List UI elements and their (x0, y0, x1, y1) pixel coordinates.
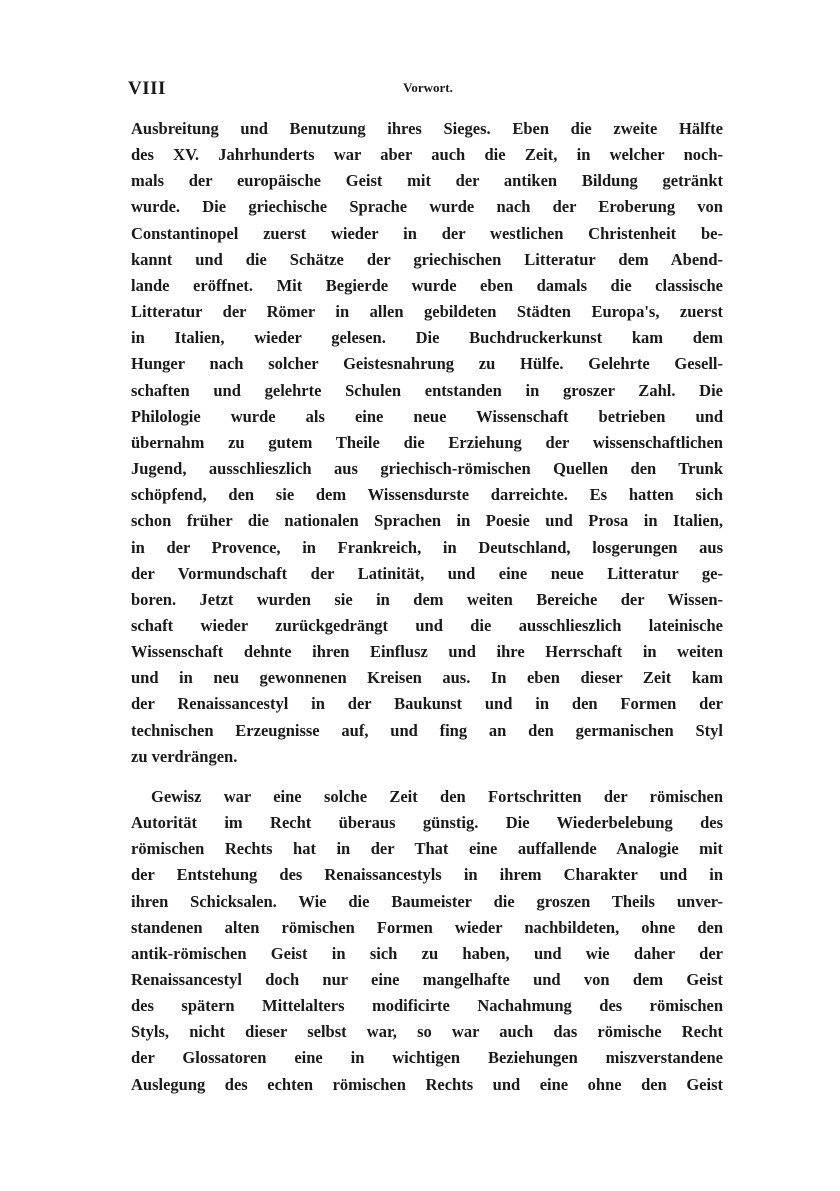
text-line: Autorität im Recht überaus günstig. Die Wiederbelebung des (131, 813, 723, 833)
text-line: Hunger nach solcher Geistesnahrung zu Hülfe. Gelehrte Gesell- (131, 354, 723, 374)
text-line: und in neu gewonnenen Kreisen aus. In eben dieser Zeit kam (131, 668, 723, 688)
text-line: Gewisz war eine solche Zeit den Fortschritten der römischen (151, 786, 723, 806)
text-line: kannt und die Schätze der griechischen Litteratur dem Abend- (131, 249, 723, 269)
text-line: lande eröffnet. Mit Begierde wurde eben damals die classische (131, 275, 723, 295)
text-line: mals der europäische Geist mit der antiken Bildung getränkt (131, 171, 723, 191)
text-line: Constantinopel zuerst wieder in der westlichen Christenheit be- (131, 223, 723, 243)
body-text (131, 116, 723, 1098)
text-line: der Vormundschaft der Latinität, und eine neue Litteratur ge- (131, 563, 723, 583)
text-line: der Entstehung des Renaissancestyls in ihrem Charakter und in (131, 865, 723, 885)
running-head: Vorwort. (403, 80, 453, 95)
text-line: römischen Rechts hat in der That eine auffallende Analogie mit (131, 839, 723, 859)
text-line: des spätern Mittelalters modificirte Nachahmung des römischen (131, 996, 723, 1016)
text-line: antik-römischen Geist in sich zu haben, und wie daher der (131, 943, 723, 963)
text-line: technischen Erzeugnisse auf, und fing an den germanischen Styl (131, 720, 723, 740)
text-line: Auslegung des echten römischen Rechts und eine ohne den Geist (131, 1074, 723, 1094)
text-line: boren. Jetzt wurden sie in dem weiten Bereiche der Wissen- (131, 589, 723, 609)
page-number: VIII (128, 78, 166, 99)
text-line: Renaissancestyl doch nur eine mangelhafte und von dem Geist (131, 970, 723, 989)
text-line: Litteratur der Römer in allen gebildeten Städten Europa's, zuerst (131, 302, 723, 322)
text-line: standenen alten römischen Formen wieder nachbildeten, ohne den (131, 917, 723, 937)
text-line: der Renaissancestyl in der Baukunst und in den Formen der (131, 694, 723, 714)
text-line: in der Provence, in Frankreich, in Deutschland, losgerungen aus (131, 537, 723, 557)
paragraph-2 (131, 784, 723, 1098)
text-line: des XV. Jahrhunderts war aber auch die Zeit, in welcher noch- (131, 145, 723, 165)
text-line: Jugend, ausschlieszlich aus griechisch-römischen Quellen den Trunk (131, 459, 723, 479)
text-line: schaften und gelehrte Schulen entstanden in groszer Zahl. Die (131, 380, 723, 400)
text-line: schöpfend, den sie dem Wissensdurste darreichte. Es hatten sich (131, 485, 723, 505)
page-header (128, 78, 728, 102)
text-line: zu verdrängen. (131, 746, 238, 766)
text-line: übernahm zu gutem Theile die Erziehung der wissenschaftlichen (131, 432, 723, 452)
paragraph-1 (131, 116, 723, 770)
text-line: der Glossatoren eine in wichtigen Beziehungen miszverstandene (131, 1048, 723, 1068)
text-line: schon früher die nationalen Sprachen in Poesie und Prosa in Italien, (131, 511, 723, 531)
text-line: ihren Schicksalen. Wie die Baumeister die groszen Theils unver- (131, 891, 723, 911)
text-line: Ausbreitung und Benutzung ihres Sieges. Eben die zweite Hälfte (131, 119, 723, 138)
paragraph-gap (131, 770, 723, 784)
text-line: Styls, nicht dieser selbst war, so war auch das römische Recht (131, 1022, 723, 1042)
text-line: wurde. Die griechische Sprache wurde nach der Eroberung von (131, 197, 723, 217)
text-line: Wissenschaft dehnte ihren Einflusz und ihre Herrschaft in weiten (131, 642, 723, 662)
text-line: Philologie wurde als eine neue Wissenschaft betrieben und (131, 406, 723, 426)
text-line: in Italien, wieder gelesen. Die Buchdruckerkunst kam dem (131, 328, 723, 348)
text-line: schaft wieder zurückgedrängt und die ausschlieszlich lateinische (131, 615, 723, 635)
